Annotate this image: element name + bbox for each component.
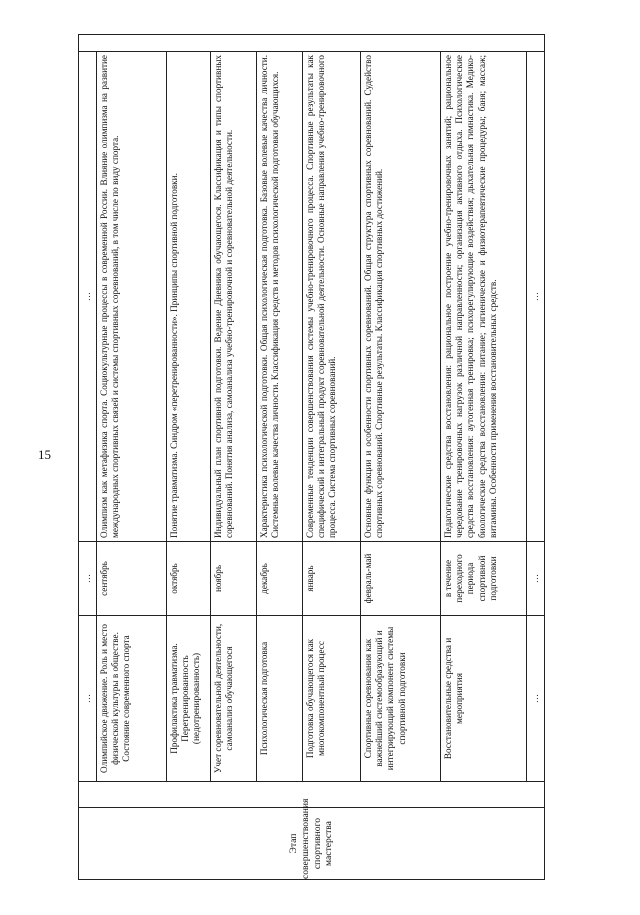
theme-cell: Спортивные соревнования как важнейший системообразующий и интегрирующий компонент системы спортивной подготовки	[361, 616, 441, 782]
content-cell: Олимпизм как метафизика спорта. Социокультурные процессы в современной России. Влияние олимпизма на развитие международных спортивных связей и системы спортивных соревнований, в том числе по виду спорта.	[97, 52, 167, 542]
table-row	[97, 35, 167, 880]
ellipsis-cell: …	[527, 616, 545, 782]
theme-cell: Восстановительные средства и мероприятия	[441, 616, 527, 782]
month-cell: ноябрь	[211, 542, 257, 616]
table-row	[303, 35, 361, 880]
theme-cell: Олимпийское движение. Роль и место физической культуры в обществе. Состояние современного спорта	[97, 616, 167, 782]
content-cell: Индивидуальный план спортивной подготовки. Ведение Дневника обучающегося. Классификация и типы спортивных соревнований. Понятия анализа, самоанализа учебно-тренировочной и соревновательной деятельности.	[211, 52, 257, 542]
table-row	[257, 35, 303, 880]
page-number: 15	[38, 447, 51, 462]
month-cell: в течение переходного периода спортивной подготовки	[441, 542, 527, 616]
training-plan-table	[78, 34, 545, 880]
rotated-table-container	[78, 35, 543, 880]
content-cell: Педагогические средства восстановления: рациональное построение учебно-тренировочных занятий; рациональное чередование тренировочных нагрузок различной направленности; организация активного отдыха. Психологические средства восстановления: аутогенная тренировка; психорегулирующие воздействия; дыхательная гимнастика. Медико-биологические средства восстановления: питание; гигиенические и физиотерапевтические процедуры; баня; массаж; витамины. Особенности применения восстановительных средств.	[441, 52, 527, 542]
content-cell: Характеристика психологической подготовки. Общая психологическая подготовка. Базовые волевые качества личности. Системные волевые качества личности. Классификация средств и методов психологической подготовки обучающихся.	[257, 52, 303, 542]
ellipsis-cell: …	[79, 542, 97, 616]
table-row	[211, 35, 257, 880]
table-row	[441, 35, 527, 880]
ellipsis-cell: …	[527, 52, 545, 542]
ellipsis-row	[79, 35, 97, 880]
ellipsis-cell: …	[527, 542, 545, 616]
theme-cell: Психологическая подготовка	[257, 616, 303, 782]
theme-cell: Учет соревновательной деятельности, самоанализ обучающегося	[211, 616, 257, 782]
table-row	[167, 35, 211, 880]
content-cell: Понятие травматизма. Синдром «перетренированности». Принципы спортивной подготовки.	[167, 52, 211, 542]
month-cell: октябрь	[167, 542, 211, 616]
stage-label: Этап совершенствования спортивного мастерства	[288, 798, 335, 879]
month-cell: январь	[303, 542, 361, 616]
month-cell: февраль-май	[361, 542, 441, 616]
blank-column	[79, 782, 545, 808]
content-cell: Основные функции и особенности спортивных соревнований. Общая структура спортивных соревнований. Судейство спортивных соревнований. Спортивные результаты. Классификация спортивных достижений.	[361, 52, 441, 542]
month-cell: сентябрь	[97, 542, 167, 616]
theme-cell: Профилактика травматизма. Перетренированность (недотренированность)	[167, 616, 211, 782]
ellipsis-cell: …	[79, 52, 97, 542]
theme-cell: Подготовка обучающегося как многокомпонентный процесс	[303, 616, 361, 782]
content-cell: Современные тенденции совершенствования системы учебно-тренировочного процесса. Спортивные результаты как специфический и интегральный продукт соревновательной деятельности. Основные направления учебно-тренировочного процесса. Система спортивных соревнований.	[303, 52, 361, 542]
ellipsis-row	[527, 35, 545, 880]
blank-column	[79, 35, 545, 52]
ellipsis-cell: …	[79, 616, 97, 782]
stage-cell	[79, 798, 545, 880]
month-cell: декабрь	[257, 542, 303, 616]
table-row	[361, 35, 441, 880]
